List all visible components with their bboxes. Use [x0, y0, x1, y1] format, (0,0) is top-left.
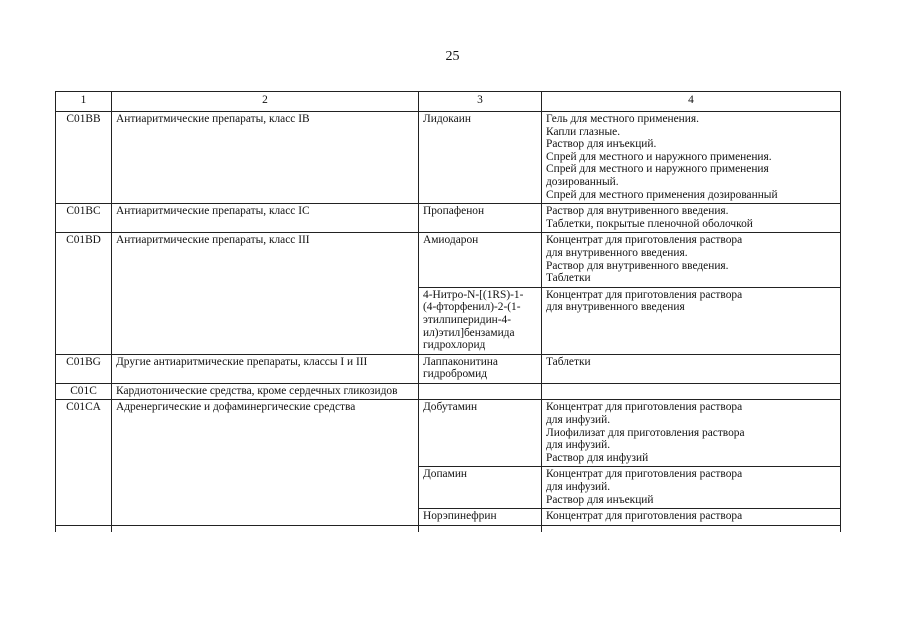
- drug-name-line: гидрохлорид: [423, 339, 486, 352]
- drug-group-cell: Кардиотонические средства, кроме сердечных гликозидов: [112, 383, 419, 400]
- table-header-row: [56, 92, 841, 112]
- drug-name-cell: [419, 509, 542, 526]
- drug-name-cell: [419, 112, 542, 204]
- table-row: [56, 383, 841, 400]
- dosage-form-line: Концентрат для приготовления раствора: [546, 234, 743, 247]
- atc-code-cell: C01BD: [56, 233, 112, 354]
- column-header: 1: [56, 92, 112, 112]
- drug-name-line: гидробромид: [423, 368, 488, 381]
- dosage-form-line: Таблетки: [546, 272, 591, 285]
- table-row: [56, 354, 841, 383]
- atc-code-cell: C01C: [56, 383, 112, 400]
- dosage-form-line: дозированный.: [546, 175, 619, 188]
- drug-name-line: Лидокаин: [423, 113, 471, 125]
- atc-code-cell: C01CA: [56, 400, 112, 525]
- dosage-forms-cell: [542, 383, 841, 400]
- table-row: [56, 400, 841, 467]
- dosage-form-line: Концентрат для приготовления раствора: [546, 510, 743, 523]
- dosage-forms-cell: [542, 467, 841, 509]
- drug-group-cell: Антиаритмические препараты, класс III: [112, 233, 419, 354]
- dosage-form-line: Гель для местного применения.: [546, 113, 699, 125]
- drug-name-line: Амиодарон: [423, 234, 479, 247]
- drug-name-cell: [419, 354, 542, 383]
- drug-name-cell: [419, 204, 542, 233]
- drug-name-line: ил)этил]бензамида: [423, 326, 515, 339]
- atc-code-cell: C01BC: [56, 204, 112, 233]
- dosage-form-line: Спрей для местного применения дозированный: [546, 188, 778, 201]
- dosage-forms-cell: [542, 204, 841, 233]
- dosage-form-line: для инфузий.: [546, 481, 611, 494]
- dosage-form-line: Раствор для внутривенного введения.: [546, 259, 729, 272]
- dosage-form-line: Спрей для местного и наружного применения.: [546, 150, 772, 163]
- continuation-cell: [542, 525, 841, 532]
- dosage-forms-cell: [542, 509, 841, 526]
- drug-name-line: Лаппаконитина: [423, 355, 498, 368]
- dosage-form-line: Раствор для внутривенного введения.: [546, 205, 729, 218]
- table-row: [56, 204, 841, 233]
- dosage-form-line: Концентрат для приготовления раствора: [546, 401, 743, 414]
- page-number: 25: [445, 49, 460, 64]
- column-header: 2: [112, 92, 419, 112]
- drug-name-line: Пропафенон: [423, 205, 485, 218]
- dosage-forms-cell: [542, 287, 841, 354]
- dosage-form-line: для внутривенного введения: [546, 301, 685, 314]
- drug-name-cell: [419, 400, 542, 467]
- dosage-form-line: Таблетки: [546, 355, 591, 368]
- table-row: [56, 112, 841, 204]
- atc-code-cell: C01BB: [56, 112, 112, 204]
- drug-table: [55, 91, 841, 532]
- drug-group-cell: Другие антиаритмические препараты, классы I и III: [112, 354, 419, 383]
- dosage-forms-cell: [542, 400, 841, 467]
- dosage-form-line: Таблетки, покрытые пленочной оболочкой: [546, 217, 753, 230]
- drug-group-cell: Антиаритмические препараты, класс IB: [112, 112, 419, 204]
- table-continuation: [56, 525, 841, 532]
- drug-name-cell: [419, 287, 542, 354]
- table-body: [56, 112, 841, 532]
- dosage-form-line: Концентрат для приготовления раствора: [546, 288, 743, 301]
- drug-group-cell: Адренергические и дофаминергические средства: [112, 400, 419, 525]
- column-header: 4: [542, 92, 841, 112]
- dosage-form-line: для внутривенного введения.: [546, 246, 688, 259]
- dosage-form-line: Раствор для инфузий: [546, 451, 649, 464]
- table-row: [56, 233, 841, 287]
- drug-name-cell: [419, 233, 542, 287]
- atc-code-cell: C01BG: [56, 354, 112, 383]
- dosage-form-line: Раствор для инъекций: [546, 493, 654, 506]
- dosage-form-line: Лиофилизат для приготовления раствора: [546, 426, 745, 439]
- continuation-cell: [419, 525, 542, 532]
- dosage-forms-cell: [542, 354, 841, 383]
- dosage-form-line: Концентрат для приготовления раствора: [546, 468, 743, 481]
- drug-name-line: этилпиперидин-4-: [423, 313, 512, 326]
- column-header: 3: [419, 92, 542, 112]
- dosage-forms-cell: [542, 233, 841, 287]
- drug-name-line: Норэпинефрин: [423, 510, 497, 523]
- dosage-forms-cell: [542, 112, 841, 204]
- drug-name-line: Добутамин: [423, 401, 478, 414]
- drug-name-line: (4-фторфенил)-2-(1-: [423, 301, 521, 314]
- drug-name-line: Допамин: [423, 468, 468, 481]
- continuation-cell: [56, 525, 112, 532]
- drug-name-cell: [419, 467, 542, 509]
- drug-name-line: 4-Нитро-N-[(1RS)-1-: [423, 288, 524, 301]
- drug-name-cell: [419, 383, 542, 400]
- dosage-form-line: Раствор для инъекций.: [546, 138, 657, 151]
- dosage-form-line: для инфузий.: [546, 414, 611, 427]
- dosage-form-line: Спрей для местного и наружного применения: [546, 163, 769, 176]
- continuation-cell: [112, 525, 419, 532]
- drug-group-cell: Антиаритмические препараты, класс IC: [112, 204, 419, 233]
- dosage-form-line: Капли глазные.: [546, 125, 621, 138]
- dosage-form-line: для инфузий.: [546, 439, 611, 452]
